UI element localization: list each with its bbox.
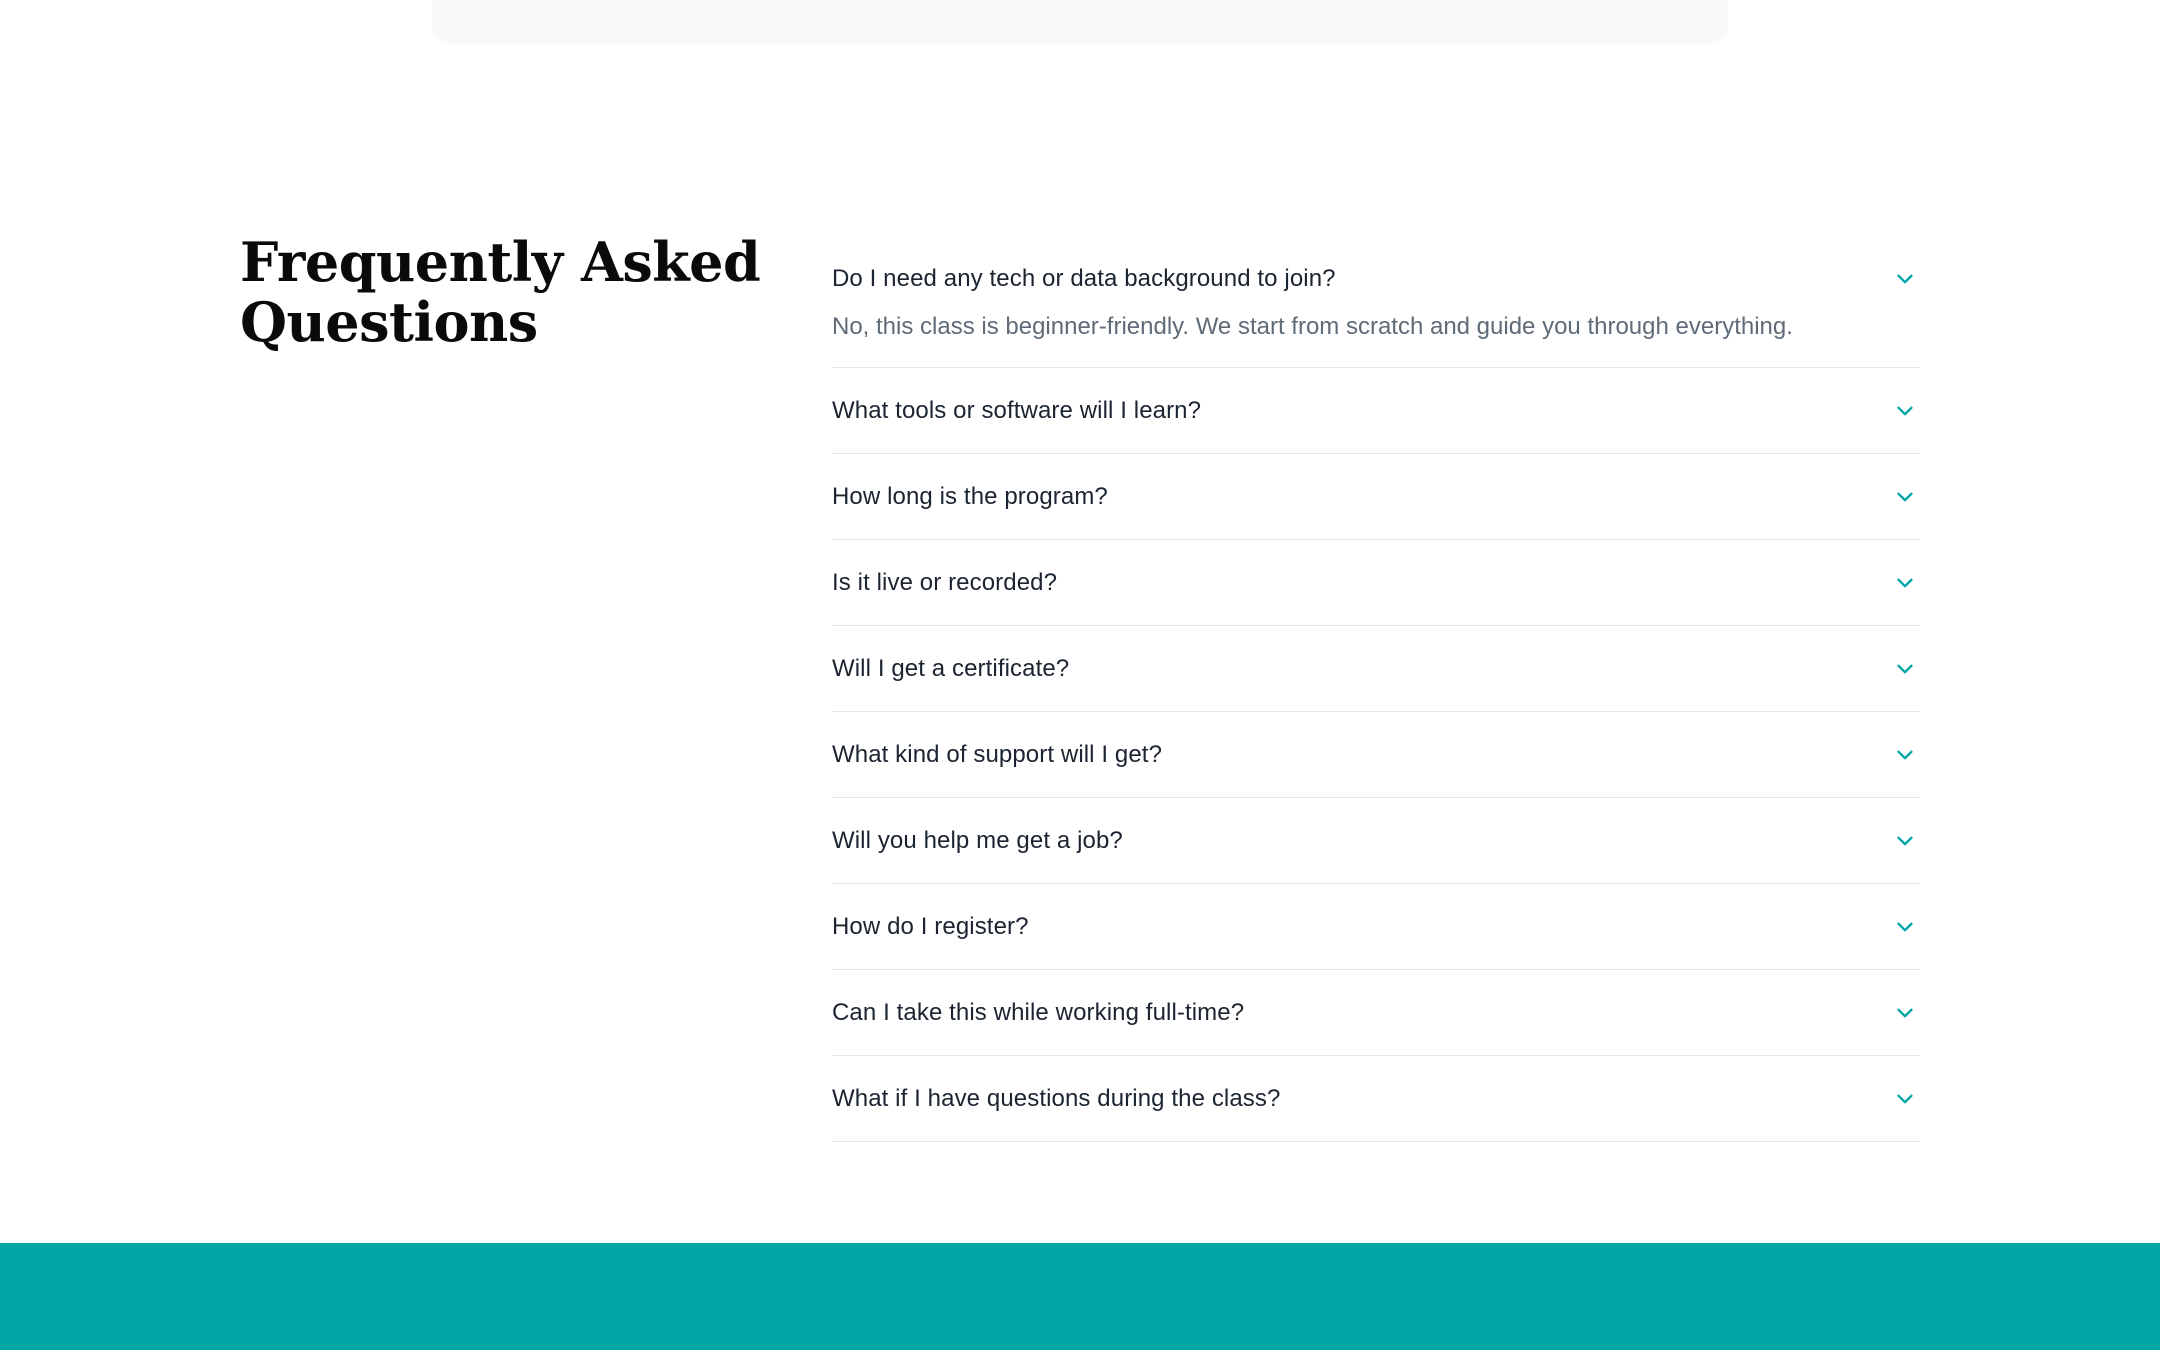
chevron-down-icon[interactable] [1892,484,1918,510]
faq-question-text: Can I take this while working full-time? [832,998,1245,1026]
faq-question-toggle[interactable] [832,250,1920,308]
chevron-down-icon[interactable] [1892,398,1918,424]
faq-item [832,626,1920,712]
faq-question-toggle[interactable] [832,626,1920,711]
chevron-down-icon[interactable] [1892,656,1918,682]
faq-item [832,1056,1920,1142]
faq-question-text: Will you help me get a job? [832,826,1123,854]
faq-item [832,540,1920,626]
faq-answer-text: No, this class is beginner-friendly. We start from scratch and guide you through everything. [832,313,1793,340]
faq-question-text: How do I register? [832,912,1029,940]
faq-question-toggle[interactable] [832,712,1920,797]
faq-item [832,884,1920,970]
faq-item [832,712,1920,798]
faq-question-text: What if I have questions during the class? [832,1084,1281,1112]
faq-item [832,970,1920,1056]
faq-question-toggle[interactable] [832,884,1920,969]
footer-band [0,1243,2160,1350]
faq-question-text: What kind of support will I get? [832,740,1163,768]
faq-question-toggle[interactable] [832,454,1920,539]
faq-question-text: Is it live or recorded? [832,568,1058,596]
faq-item [832,250,1920,368]
faq-question-toggle[interactable] [832,798,1920,883]
faq-question-text: What tools or software will I learn? [832,396,1202,424]
previous-section-card [432,0,1728,44]
faq-title: Frequently Asked Questions [240,230,761,354]
chevron-down-icon[interactable] [1892,828,1918,854]
faq-question-toggle[interactable] [832,970,1920,1055]
chevron-down-icon[interactable] [1892,742,1918,768]
faq-item [832,368,1920,454]
chevron-down-icon[interactable] [1892,1086,1918,1112]
faq-item [832,798,1920,884]
faq-question-toggle[interactable] [832,540,1920,625]
chevron-down-icon[interactable] [1892,266,1918,292]
faq-question-text: Will I get a certificate? [832,654,1070,682]
faq-question-toggle[interactable] [832,1056,1920,1141]
faq-question-toggle[interactable] [832,368,1920,453]
chevron-down-icon[interactable] [1892,570,1918,596]
chevron-down-icon[interactable] [1892,1000,1918,1026]
faq-list [832,250,1920,1142]
chevron-down-icon[interactable] [1892,914,1918,940]
faq-question-text: Do I need any tech or data background to join? [832,265,1336,292]
faq-question-text: How long is the program? [832,482,1108,510]
faq-item [832,454,1920,540]
